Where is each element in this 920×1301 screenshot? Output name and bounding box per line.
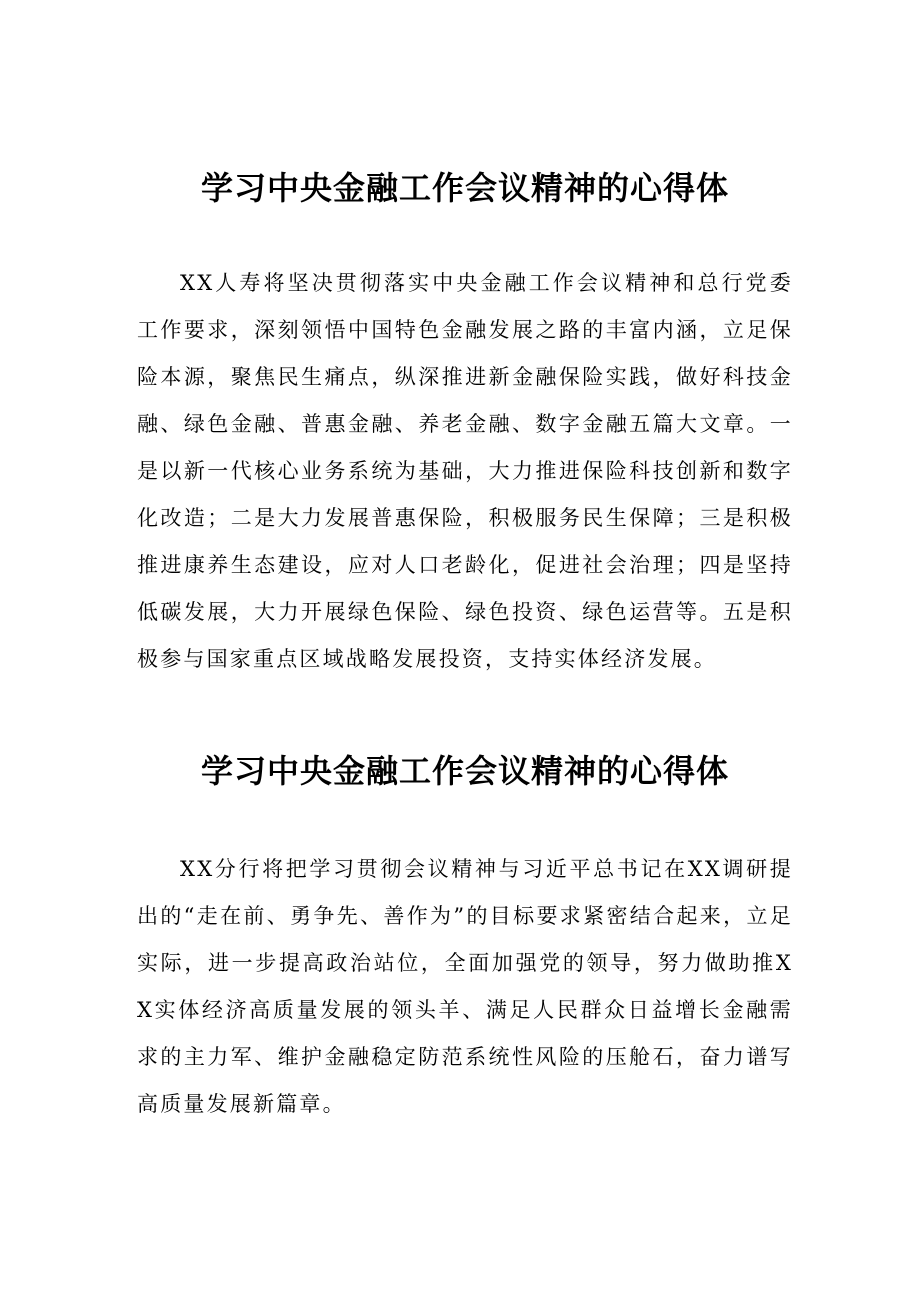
essay-paragraph-1: XX人寿将坚决贯彻落实中央金融工作会议精神和总行党委工作要求，深刻领悟中国特色金融发展之路的丰富内涵，立足保险本源，聚焦民生痛点，纵深推进新金融保险实践，做好科技金融、绿色金融、普惠金融、养老金融、数字金融五篇大文章。一是以新一代核心业务系统为基础，大力推进保险科技创新和数字化改造；二是大力发展普惠保险，积极服务民生保障；三是积极推进康养生态建设，应对人口老龄化，促进社会治理；四是坚持低碳发展，大力开展绿色保险、绿色投资、绿色运营等。五是积极参与国家重点区域战略发展投资，支持实体经济发展。 [137, 271, 793, 671]
essay-title-2: 学习中央金融工作会议精神的心得体 [200, 752, 729, 790]
essay-section-2 [137, 747, 793, 1128]
essay-title-1: 学习中央金融工作会议精神的心得体 [200, 169, 729, 207]
essay-paragraph-2: XX分行将把学习贯彻会议精神与习近平总书记在XX调研提出的“走在前、勇争先、善作为”的目标要求紧密结合起来，立足实际，进一步提高政治站位，全面加强党的领导，努力做助推XX实体经济高质量发展的领头羊、满足人民群众日益增长金融需求的主力军、维护金融稳定防范系统性风险的压舱石，奋力谱写高质量发展新篇章。 [137, 857, 793, 1116]
essay-section-1 [137, 164, 793, 683]
